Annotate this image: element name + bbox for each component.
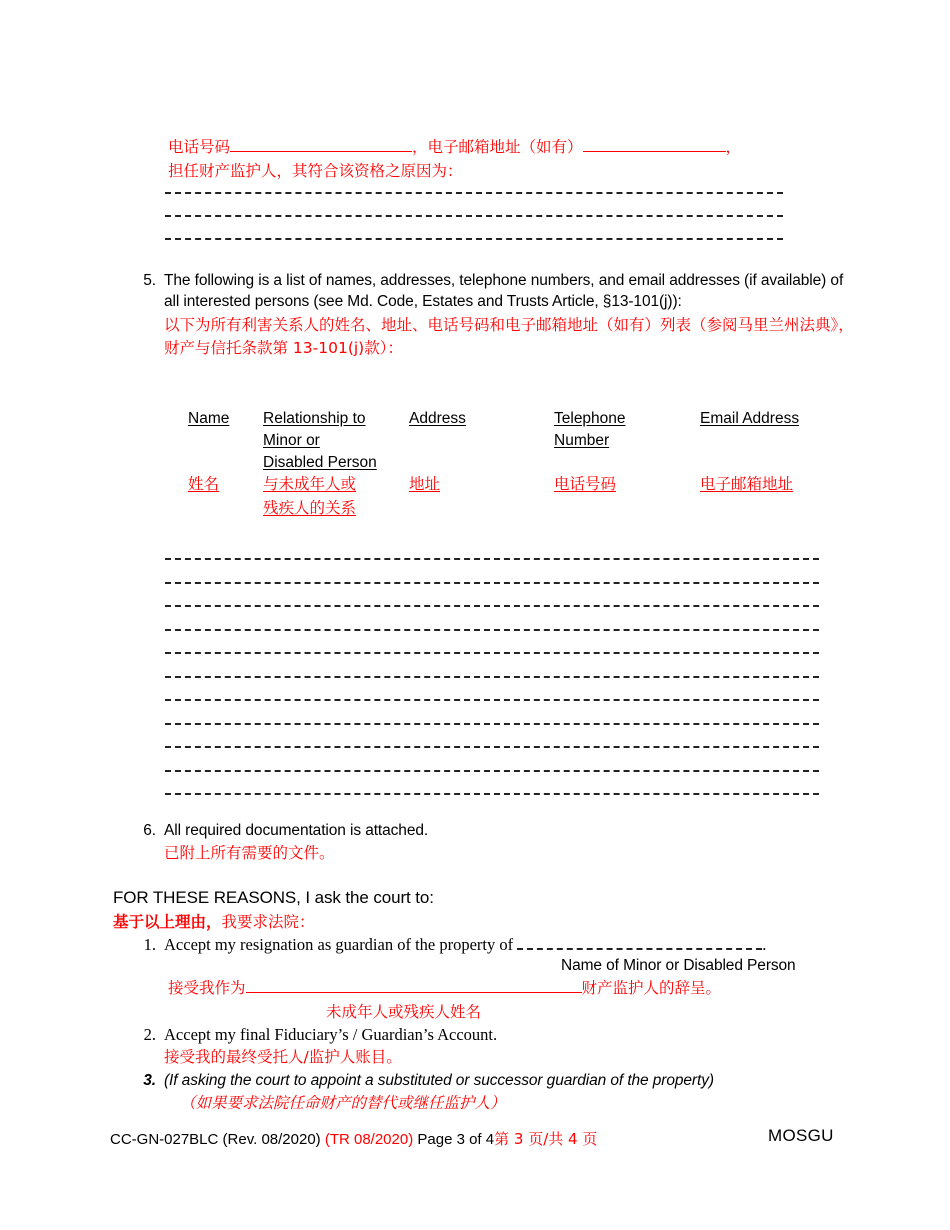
reasons-item-2-number: 2. bbox=[143, 1025, 156, 1044]
continuation-zh-line2: 担任财产监护人，其符合该资格之原因为： bbox=[168, 162, 463, 180]
table-header-telephone-line1: Telephone bbox=[554, 410, 626, 427]
reasons-item-1-text-zh bbox=[168, 977, 721, 1000]
table-header-name-zh-line: 姓名 bbox=[188, 475, 220, 493]
email-blank-underline bbox=[583, 137, 726, 152]
reasons-item-3 bbox=[138, 1070, 878, 1115]
table-header-relationship-line3: Disabled Person bbox=[263, 454, 377, 471]
reasons-item-2 bbox=[138, 1024, 858, 1069]
table-blank-row[interactable] bbox=[165, 582, 819, 584]
reasons-heading-zh-rest: 我要求法院： bbox=[221, 913, 315, 931]
item-5-number: 5. bbox=[143, 272, 156, 289]
table-header-telephone-line2: Number bbox=[554, 432, 610, 449]
continuation-zh-line1-prefix: 电话号码 bbox=[168, 138, 231, 156]
reasons-item-1-text-en bbox=[164, 934, 858, 955]
item-5 bbox=[138, 270, 854, 360]
table-header-email-zh-line: 电子邮箱地址 bbox=[700, 475, 794, 493]
blank-line[interactable] bbox=[165, 192, 783, 194]
footer-doc-code: MOSGU bbox=[768, 1126, 834, 1145]
footer-revision: (Rev. 08/2020) bbox=[222, 1131, 321, 1148]
reasons-item-2-text-en: Accept my final Fiduciary’s / Guardian’s Account. bbox=[164, 1025, 498, 1044]
item-5-text-zh: 以下为所有利害关系人的姓名、地址、电话号码和电子邮箱地址（如有）列表（参阅马里兰州法典》，财产与信托条款第 13-101(j)款）： bbox=[164, 316, 854, 357]
table-header-name-zh bbox=[188, 472, 219, 496]
table-blank-row[interactable] bbox=[165, 652, 819, 654]
table-blank-row[interactable] bbox=[165, 770, 819, 772]
continuation-zh-line1-suffix: ， bbox=[725, 138, 742, 156]
reasons-item-3-text-zh: （如果要求法院任命财产的替代或继任监护人） bbox=[180, 1094, 506, 1112]
table-header-email-line: Email Address bbox=[700, 410, 800, 427]
interested-persons-table-blank-rows bbox=[165, 558, 819, 795]
table-blank-row[interactable] bbox=[165, 605, 819, 607]
table-blank-row[interactable] bbox=[165, 746, 819, 748]
table-blank-row[interactable] bbox=[165, 629, 819, 631]
table-header-relationship bbox=[263, 408, 403, 474]
table-header-address-zh bbox=[409, 472, 440, 496]
reasons-item-3-number: 3. bbox=[143, 1072, 156, 1089]
reasons-item-2-text-zh: 接受我的最终受托人/监护人账目。 bbox=[164, 1048, 402, 1066]
minor-name-blank-en[interactable] bbox=[517, 936, 762, 950]
reasons-item-1-zh-before: 接受我作为 bbox=[168, 979, 246, 997]
item-6-text-zh: 已附上所有需要的文件。 bbox=[164, 844, 335, 862]
table-header-name-line: Name bbox=[188, 410, 230, 427]
table-header-address-line: Address bbox=[409, 410, 466, 427]
item-5-text-en: The following is a list of names, addresses, telephone numbers, and email addresses (if available) of all interested persons (see Md. Code, Estates and Trusts Article, §13-101(j)): bbox=[164, 272, 844, 310]
table-blank-row[interactable] bbox=[165, 793, 819, 795]
reasons-item-1-number: 1. bbox=[143, 935, 156, 954]
continuation-zh-line1-mid: ，电子邮箱地址（如有） bbox=[412, 138, 583, 156]
blank-line[interactable] bbox=[165, 215, 783, 217]
table-header-email bbox=[700, 408, 799, 430]
reasons-item-1-en-after: . bbox=[762, 935, 767, 954]
item-6 bbox=[138, 820, 850, 865]
table-blank-row[interactable] bbox=[165, 676, 819, 678]
reasons-heading-zh-bold: 基于以上理由， bbox=[113, 913, 222, 931]
reasons-item-1-zh-after: 财产监护人的辞呈。 bbox=[581, 979, 722, 997]
table-blank-row[interactable] bbox=[165, 723, 819, 725]
footer-page-label-zh: 第 3 页/共 4 页 bbox=[494, 1130, 598, 1148]
table-header-relationship-zh bbox=[263, 472, 403, 520]
item-6-number: 6. bbox=[143, 822, 156, 839]
reasons-item-1 bbox=[138, 934, 858, 955]
table-blank-row[interactable] bbox=[165, 558, 819, 560]
table-header-relationship-zh-line1: 与未成年人或 bbox=[263, 475, 357, 493]
footer-translation-revision: (TR 08/2020) bbox=[324, 1131, 414, 1148]
table-header-address-zh-line: 地址 bbox=[409, 475, 441, 493]
minor-name-blank-zh[interactable] bbox=[246, 978, 582, 993]
item-6-text-en: All required documentation is attached. bbox=[164, 822, 429, 839]
continuation-zh-line1 bbox=[168, 136, 868, 159]
footer-form-code: CC-GN-027BLC bbox=[110, 1131, 219, 1148]
table-header-telephone bbox=[554, 408, 664, 452]
table-header-name bbox=[188, 408, 229, 430]
interested-persons-table-header bbox=[0, 408, 950, 518]
table-header-email-zh bbox=[700, 472, 793, 496]
table-header-telephone-zh-line: 电话号码 bbox=[554, 475, 617, 493]
blank-line[interactable] bbox=[165, 238, 783, 240]
table-header-relationship-zh-line2: 残疾人的关系 bbox=[263, 499, 357, 517]
reasons-heading-zh bbox=[113, 911, 315, 934]
table-header-telephone-zh bbox=[554, 472, 616, 496]
table-header-relationship-line1: Relationship to bbox=[263, 410, 366, 427]
footer-left bbox=[110, 1128, 597, 1149]
blank-lines-top bbox=[165, 192, 783, 240]
reasons-heading-en: FOR THESE REASONS, I ask the court to: bbox=[113, 888, 434, 907]
reasons-item-1-en-before: Accept my resignation as guardian of the property of bbox=[164, 935, 514, 954]
reasons-item-1-caption-zh: 未成年人或残疾人姓名 bbox=[326, 1003, 482, 1021]
table-header-address bbox=[409, 408, 466, 430]
reasons-item-3-text-en: (If asking the court to appoint a substituted or successor guardian of the property) bbox=[164, 1072, 714, 1089]
phone-blank-underline bbox=[230, 137, 412, 152]
footer-page-label: Page 3 of 4 bbox=[417, 1131, 495, 1148]
table-header-relationship-line2: Minor or bbox=[263, 432, 320, 449]
reasons-item-1-caption-en: Name of Minor or Disabled Person bbox=[561, 957, 796, 974]
table-blank-row[interactable] bbox=[165, 699, 819, 701]
